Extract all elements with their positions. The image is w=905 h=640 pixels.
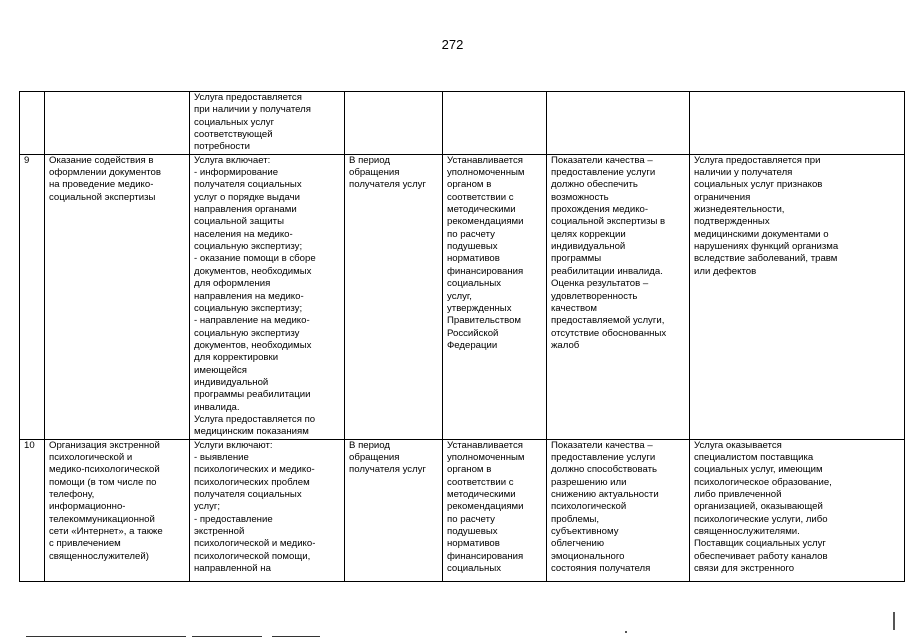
service-period-cell: В период обращения получателя услуг [345,439,443,581]
service-quality-cell [547,92,690,155]
service-content-cell: Услуга предоставляется при наличии у получателя социальных услуг соответствующей потребности [190,92,345,155]
service-conditions-cell: Услуга оказывается специалистом поставщика социальных услуг, имеющим психологическое образование, либо привлеченной организацией, оказывающей психологические услуги, либо священнослужителями. Поставщик социальных услуг обеспечивает работу каналов связи для экстренного [690,439,905,581]
service-content-cell: Услуга включает: - информирование получателя социальных услуг о порядке выдачи направления органами социальной защиты населения на медико- социальную экспертизу; - оказание помощи в сборе документов, необходимых для оформления направления на медико- социальную экспертизу; - направление на медико- социальную экспертизу документов, необходимых для корректировки имеющейся индивидуальной программы реабилитации инвалида. Услуга предоставляется по медицинским показаниям [190,154,345,439]
footer-line [192,636,262,637]
service-cost-cell: Устанавливается уполномоченным органом в соответствии с методическими рекомендациями по расчету подушевых нормативов финансирования социальных услуг, утвержденных Правительством Российской Федерации [443,154,547,439]
table-row [20,92,905,155]
service-conditions-cell [690,92,905,155]
footer-line [26,636,186,637]
services-table [19,91,905,582]
service-name-cell [45,92,190,155]
service-quality-cell: Показатели качества – предоставление услуги должно обеспечить возможность прохождения медико- социальной экспертизы в целях коррекции индивидуальной программы реабилитации инвалида. Оценка результатов – удовлетворенность качеством предоставляемой услуги, отсутствие обоснованных жалоб [547,154,690,439]
service-conditions-cell: Услуга предоставляется при наличии у получателя социальных услуг признаков ограничения жизнедеятельности, подтвержденных медицинскими документами о нарушениях функций организма вследствие заболеваний, травм или дефектов [690,154,905,439]
table-row [20,439,905,581]
scan-mark [893,612,895,630]
service-cost-cell [443,92,547,155]
row-number-cell: 10 [20,439,45,581]
row-number-cell: 9 [20,154,45,439]
footer-line [272,636,320,637]
service-period-cell [345,92,443,155]
service-name-cell: Оказание содействия в оформлении документов на проведение медико- социальной экспертизы [45,154,190,439]
page-number: 272 [441,37,464,52]
service-period-cell: В период обращения получателя услуг [345,154,443,439]
scan-mark [625,631,627,633]
row-number-cell [20,92,45,155]
service-name-cell: Организация экстренной психологической и медико-психологической помощи (в том числе по телефону, информационно- телекоммуникационной сети «Интернет», а также с привлечением священнослужителей) [45,439,190,581]
service-quality-cell: Показатели качества – предоставление услуги должно способствовать разрешению или снижению актуальности психологической проблемы, субъективному облегчению эмоционального состояния получателя [547,439,690,581]
table-row [20,154,905,439]
service-content-cell: Услуги включают: - выявление психологических и медико- психологических проблем получателя социальных услуг; - предоставление экстренной психологической и медико- психологической помощи, направленной на [190,439,345,581]
service-cost-cell: Устанавливается уполномоченным органом в соответствии с методическими рекомендациями по расчету подушевых нормативов финансирования социальных [443,439,547,581]
